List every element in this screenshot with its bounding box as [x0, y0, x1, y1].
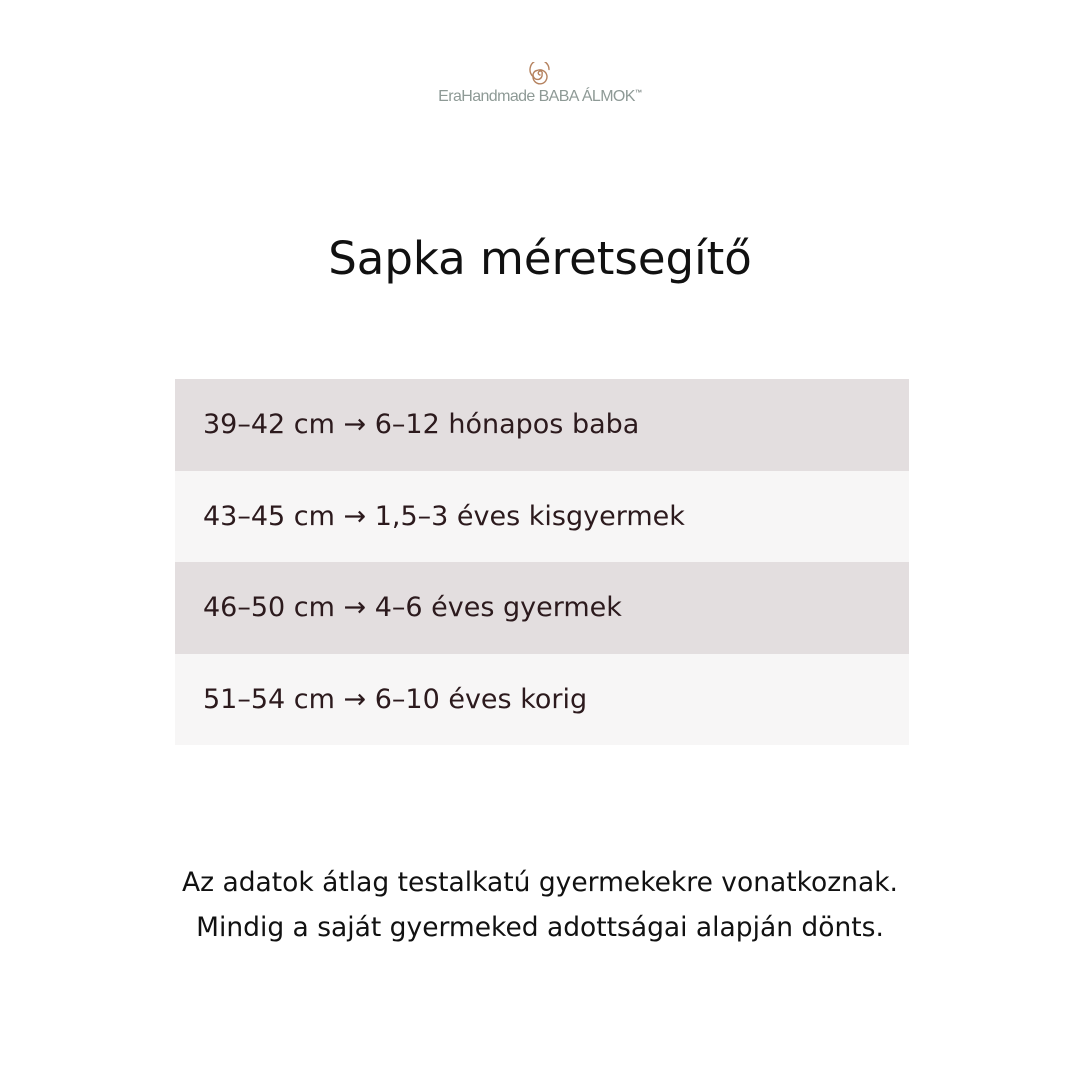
spiral-logo-icon [527, 62, 553, 88]
brand-logo [0, 62, 1080, 106]
page-title: Sapka méretsegítő [328, 232, 752, 285]
brand-name: EraHandmade BABA ÁLMOK™ [438, 88, 642, 105]
size-row-text: 39–42 cm → 6–12 hónapos baba [203, 409, 640, 441]
trademark-symbol: ™ [634, 89, 642, 97]
size-row [175, 654, 909, 746]
size-row [175, 379, 909, 471]
disclaimer-note [0, 860, 1080, 950]
size-chart-table [175, 379, 909, 745]
disclaimer-line-1: Az adatok átlag testalkatú gyermekekre vonatkoznak. [182, 867, 898, 898]
size-row-text: 46–50 cm → 4–6 éves gyermek [203, 592, 622, 624]
size-row-text: 43–45 cm → 1,5–3 éves kisgyermek [203, 500, 685, 532]
size-row-text: 51–54 cm → 6–10 éves korig [203, 683, 588, 715]
size-row [175, 471, 909, 563]
disclaimer-line-2: Mindig a saját gyermeked adottságai alapján dönts. [196, 912, 884, 943]
size-row [175, 562, 909, 654]
